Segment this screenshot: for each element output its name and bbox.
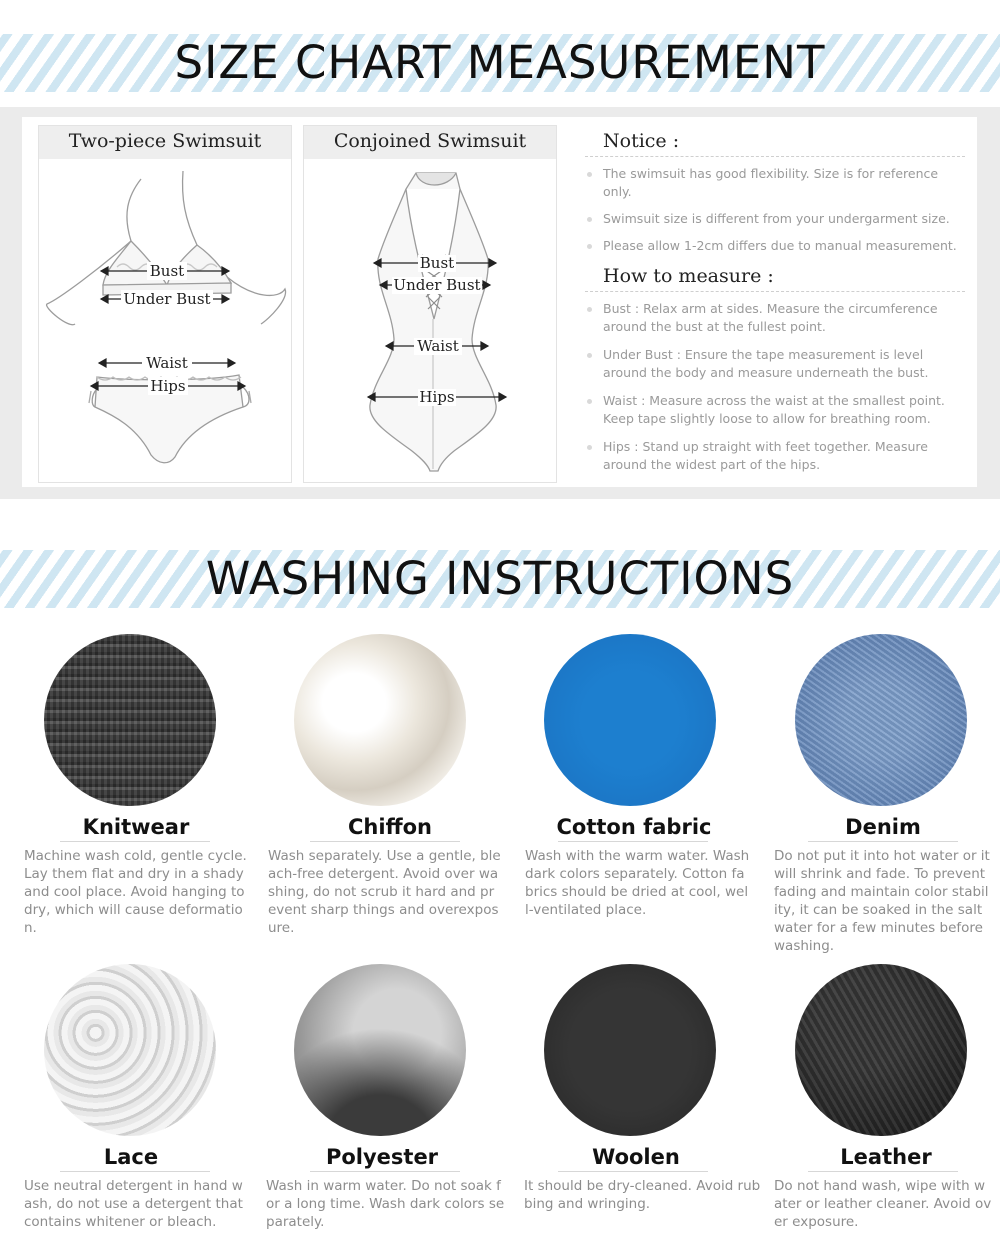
fabric-care-text: Do not put it into hot water or it will shrink and fade. To prevent fading and maintain color stability, it can be soaked in the salt water for a few minutes before washing. (774, 848, 990, 954)
divider (60, 1171, 210, 1172)
fabric-care-text: Do not hand wash, wipe with water or leather cleaner. Avoid over exposure. (774, 1178, 992, 1230)
washing-instructions-title: WASHING INSTRUCTIONS (205, 552, 795, 605)
how-to-item-bust: Bust : Relax arm at sides. Measure the circumference around the bust at the fullest point. (585, 300, 965, 336)
how-to-item-under-bust: Under Bust : Ensure the tape measurement is level around the body and measure underneath the bust. (585, 346, 965, 382)
divider (60, 841, 210, 842)
woolen-swatch (544, 964, 716, 1136)
fabric-name: Woolen (592, 1145, 680, 1169)
cotton-fabric-swatch (544, 634, 716, 806)
notice-item: Swimsuit size is different from your undergarment size. (585, 210, 965, 228)
two-piece-hips-label: Hips (150, 377, 186, 395)
two-piece-under-bust-label: Under Bust (123, 290, 211, 308)
fabric-name: Denim (845, 815, 921, 839)
lace-swatch (44, 964, 216, 1136)
fabric-care-text: Wash in warm water. Do not soak for a long time. Wash dark colors separately. (266, 1178, 505, 1230)
fabric-care-text: Use neutral detergent in hand wash, do not use a detergent that contains whitener or bleach. (24, 1178, 243, 1230)
conjoined-bust-label: Bust (419, 254, 455, 272)
how-to-measure-heading: How to measure : (585, 265, 965, 292)
fabric-care-text: Wash with the warm water. Wash dark colors separately. Cotton fabrics should be dried at cool, well-ventilated place. (525, 848, 750, 918)
leather-swatch (795, 964, 967, 1136)
fabric-name: Knitwear (82, 815, 190, 839)
fabric-name: Polyester (325, 1145, 439, 1169)
how-to-item-waist: Waist : Measure across the waist at the smallest point. Keep tape slightly loose to allow for breathing room. (585, 392, 965, 428)
two-piece-heading: Two-piece Swimsuit (39, 126, 291, 159)
conjoined-illustration (304, 159, 556, 483)
divider (558, 841, 708, 842)
divider (558, 1171, 708, 1172)
knitwear-swatch (44, 634, 216, 806)
divider (310, 1171, 460, 1172)
fabric-care-text: It should be dry-cleaned. Avoid rubbing and wringing. (524, 1178, 761, 1212)
conjoined-heading: Conjoined Swimsuit (304, 126, 556, 159)
fabric-name: Cotton fabric (556, 815, 712, 839)
two-piece-bust-label: Bust (149, 262, 185, 280)
notice-list (585, 165, 965, 255)
conjoined-waist-label: Waist (417, 337, 459, 355)
fabric-name: Chiffon (348, 815, 432, 839)
how-to-item-hips: Hips : Stand up straight with feet together. Measure around the widest part of the hips. (585, 438, 965, 474)
notice-item: Please allow 1-2cm differs due to manual measurement. (585, 237, 965, 255)
notice-heading: Notice : (585, 130, 965, 157)
divider (808, 841, 958, 842)
fabric-care-text: Wash separately. Use a gentle, bleach-free detergent. Avoid over washing, do not scrub it hard and prevent sharp things and overexposure. (268, 848, 501, 936)
two-piece-diagram (38, 125, 292, 483)
size-chart-title: SIZE CHART MEASUREMENT (174, 36, 826, 89)
conjoined-diagram (303, 125, 557, 483)
two-piece-waist-label: Waist (146, 354, 188, 372)
conjoined-under-bust-label: Under Bust (393, 276, 481, 294)
two-piece-illustration (39, 159, 291, 483)
fabric-name: Lace (103, 1145, 159, 1169)
chiffon-swatch (294, 634, 466, 806)
notice-item: The swimsuit has good flexibility. Size is for reference only. (585, 165, 965, 201)
polyester-swatch (294, 964, 466, 1136)
notice-area (585, 130, 965, 484)
how-to-measure-list (585, 300, 965, 474)
divider (808, 1171, 958, 1172)
conjoined-hips-label: Hips (419, 388, 455, 406)
denim-swatch (795, 634, 967, 806)
fabric-name: Leather (840, 1145, 932, 1169)
fabric-care-text: Machine wash cold, gentle cycle. Lay them flat and dry in a shady and cool place. Avoid hanging to dry, which will cause deformation. (24, 848, 247, 936)
divider (310, 841, 460, 842)
